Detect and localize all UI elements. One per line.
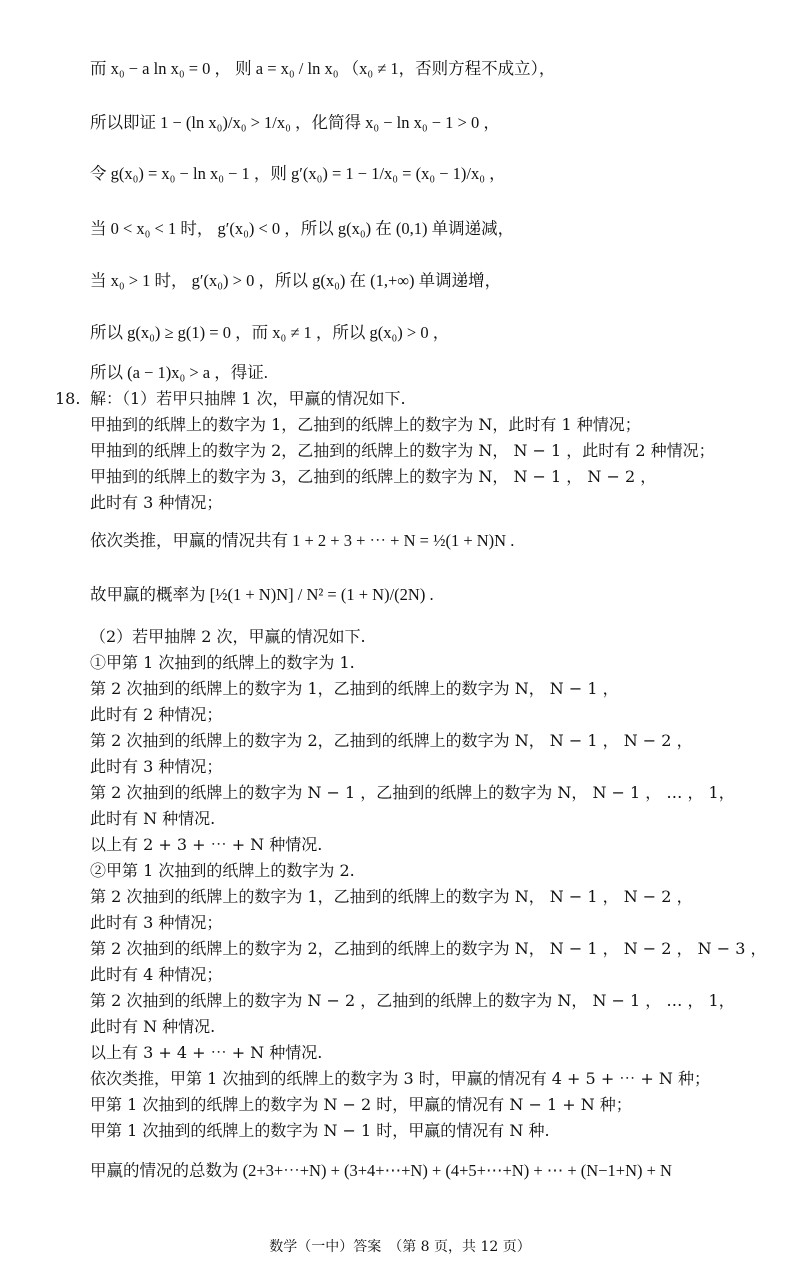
proof-line-4: 当 0 < x₀ < 1 时， g′(x₀) < 0 ，所以 g(x₀) 在 (0,1) 单调递减，	[90, 219, 515, 238]
part2-intro: （2）若甲抽牌 2 次，甲赢的情况如下.	[90, 627, 366, 646]
part1-line-4: 此时有 3 种情况；	[90, 493, 223, 512]
case2-line-b2: 此时有 4 种情况；	[90, 965, 223, 984]
page-footer: 数学（一中）答案 （第 8 页，共 12 页）	[269, 1239, 531, 1255]
case2-line-a: 第 2 次抽到的纸牌上的数字为 1，乙抽到的纸牌上的数字为 N， N − 1 ， N − 2 ，	[90, 887, 693, 906]
proof-line-5: 当 x₀ > 1 时， g′(x₀) > 0 ，所以 g(x₀) 在 (1,+∞) 单调递增，	[90, 271, 502, 290]
part1-sum: 依次类推，甲赢的情况共有 1 + 2 + 3 + ⋯ + N = ½(1 + N)N .	[90, 531, 515, 550]
proof-line-1: 而 x₀ − a ln x₀ = 0 ， 则 a = x₀ / ln x₀ （x₀ ≠ 1，否则方程不成立），	[90, 59, 556, 78]
case2-sum: 以上有 3 + 4 + ⋯ + N 种情况.	[90, 1043, 323, 1062]
case1-line-a2: 此时有 2 种情况；	[90, 705, 223, 724]
proof-line-7: 所以 (a − 1)x₀ > a ，得证.	[90, 363, 268, 382]
part1-line-3: 甲抽到的纸牌上的数字为 3，乙抽到的纸牌上的数字为 N， N − 1 ， N − 2 ，	[90, 467, 657, 486]
proof-line-3: 令 g(x₀) = x₀ − ln x₀ − 1 ，则 g′(x₀) = 1 − 1/x₀ = (x₀ − 1)/x₀ ，	[90, 164, 506, 183]
total-count: 甲赢的情况的总数为 (2+3+⋯+N) + (3+4+⋯+N) + (4+5+⋯+N) + ⋯ + (N−1+N) + N	[90, 1161, 672, 1180]
case2-title: ②甲第 1 次抽到的纸牌上的数字为 2.	[90, 861, 355, 880]
case1-line-b2: 此时有 3 种情况；	[90, 757, 223, 776]
case1-sum: 以上有 2 + 3 + ⋯ + N 种情况.	[90, 835, 323, 854]
induction-line-2: 甲第 1 次抽到的纸牌上的数字为 N − 2 时，甲赢的情况有 N − 1 + N 种；	[90, 1095, 632, 1114]
case1-line-a: 第 2 次抽到的纸牌上的数字为 1，乙抽到的纸牌上的数字为 N， N − 1 ，	[90, 679, 619, 698]
induction-line-1: 依次类推，甲第 1 次抽到的纸牌上的数字为 3 时，甲赢的情况有 4 + 5 + ⋯ + N 种；	[90, 1069, 710, 1088]
case1-title: ①甲第 1 次抽到的纸牌上的数字为 1.	[90, 653, 355, 672]
case1-line-b: 第 2 次抽到的纸牌上的数字为 2，乙抽到的纸牌上的数字为 N， N − 1 ， N − 2 ，	[90, 731, 693, 750]
case1-line-c2: 此时有 N 种情况.	[90, 809, 216, 828]
question-number: 18.	[55, 389, 81, 408]
case2-line-a2: 此时有 3 种情况；	[90, 913, 223, 932]
case2-line-b: 第 2 次抽到的纸牌上的数字为 2，乙抽到的纸牌上的数字为 N， N − 1 ， N − 2 ， N − 3 ，	[90, 939, 767, 958]
case2-line-c: 第 2 次抽到的纸牌上的数字为 N − 2 ，乙抽到的纸牌上的数字为 N， N − 1 ， … ， 1，	[90, 991, 735, 1010]
proof-line-2: 所以即证 1 − (ln x₀)/x₀ > 1/x₀ ，化简得 x₀ − ln x₀ − 1 > 0 ，	[90, 113, 500, 132]
proof-line-6: 所以 g(x₀) ≥ g(1) = 0 ，而 x₀ ≠ 1 ，所以 g(x₀) > 0 ，	[90, 323, 450, 342]
case1-line-c: 第 2 次抽到的纸牌上的数字为 N − 1 ，乙抽到的纸牌上的数字为 N， N − 1 ， … ， 1，	[90, 783, 735, 802]
part1-probability: 故甲赢的概率为 [½(1 + N)N] / N² = (1 + N)/(2N) .	[90, 585, 434, 604]
q18-intro: 解：（1）若甲只抽牌 1 次，甲赢的情况如下.	[90, 389, 406, 408]
induction-line-3: 甲第 1 次抽到的纸牌上的数字为 N − 1 时，甲赢的情况有 N 种.	[90, 1121, 550, 1140]
part1-line-1: 甲抽到的纸牌上的数字为 1，乙抽到的纸牌上的数字为 N，此时有 1 种情况；	[90, 415, 641, 434]
part1-line-2: 甲抽到的纸牌上的数字为 2，乙抽到的纸牌上的数字为 N， N − 1 ，此时有 2 种情况；	[90, 441, 715, 460]
case2-line-c2: 此时有 N 种情况.	[90, 1017, 216, 1036]
